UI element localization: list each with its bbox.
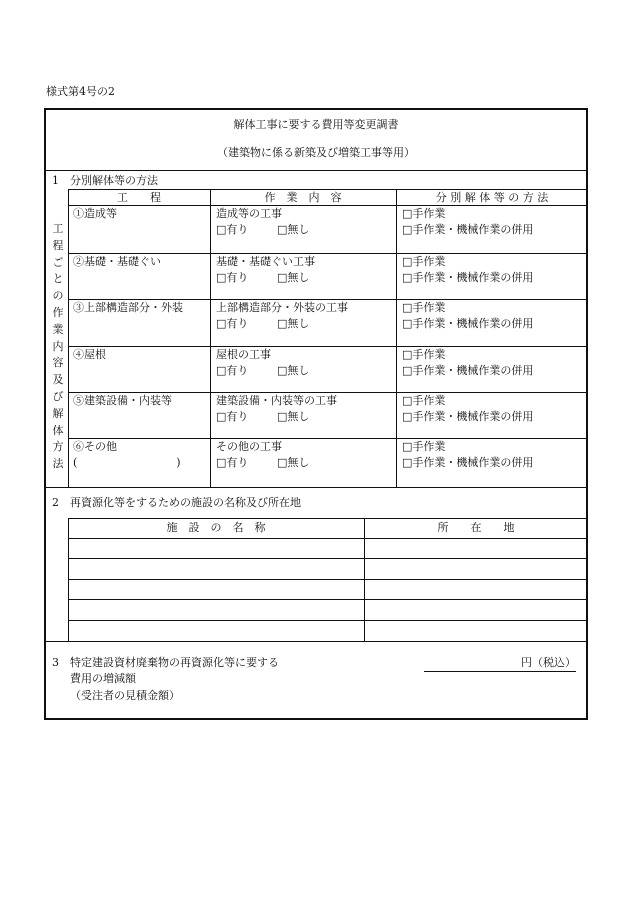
process-other-field[interactable]: ( ) <box>73 456 181 469</box>
process-label: ⑥その他 <box>73 440 117 453</box>
side-label-char: 方 <box>52 440 64 454</box>
checkbox-have[interactable]: □有り <box>216 223 249 236</box>
checkbox-none[interactable]: □無し <box>277 223 310 236</box>
col-header-method: 分 別 解 体 等 の 方 法 <box>435 191 549 204</box>
work-label: 造成等の工事 <box>216 207 282 220</box>
checkbox-manual[interactable]: □手作業 <box>402 440 446 453</box>
col-header-facility-name: 施 設 の 名 称 <box>166 521 266 534</box>
amount-underline[interactable] <box>424 671 576 672</box>
work-label: その他の工事 <box>216 440 282 453</box>
side-label-char: の <box>52 289 64 303</box>
checkbox-manual-machine[interactable]: □手作業・機械作業の併用 <box>402 364 534 377</box>
side-label-char: 作 <box>52 306 64 319</box>
side-label-char: 体 <box>52 423 64 437</box>
process-label: ①造成等 <box>73 207 117 220</box>
checkbox-manual[interactable]: □手作業 <box>402 394 446 407</box>
checkbox-manual-machine[interactable]: □手作業・機械作業の併用 <box>402 317 534 330</box>
section2-heading: 2 再資源化等をするための施設の名称及び所在地 <box>52 496 301 509</box>
side-label-char: 法 <box>52 457 64 471</box>
side-label-char: 業 <box>52 322 64 336</box>
process-label: ③上部構造部分・外装 <box>73 301 183 314</box>
form-title: 解体工事に要する費用等変更調書 <box>233 118 399 131</box>
work-label: 屋根の工事 <box>216 348 271 361</box>
section3-line2: 費用の増減額 <box>70 672 136 685</box>
side-label-char: 及 <box>52 373 64 387</box>
side-label-char: 内 <box>52 339 64 353</box>
checkbox-manual[interactable]: □手作業 <box>402 301 446 314</box>
checkbox-have[interactable]: □有り <box>216 456 249 469</box>
process-label: ④屋根 <box>73 348 106 361</box>
side-label-char: 程 <box>52 238 64 252</box>
col-header-process: 工 程 <box>117 191 161 204</box>
checkbox-none[interactable]: □無し <box>277 317 310 330</box>
form-number: 様式第4号の2 <box>46 85 115 98</box>
checkbox-none[interactable]: □無し <box>277 456 310 469</box>
checkbox-manual[interactable]: □手作業 <box>402 348 446 361</box>
process-label: ⑤建築設備・内装等 <box>73 394 172 407</box>
section3-heading: 3 特定建設資材廃棄物の再資源化等に要する <box>52 656 279 669</box>
checkbox-have[interactable]: □有り <box>216 271 249 284</box>
checkbox-have[interactable]: □有り <box>216 317 249 330</box>
amount-unit: 円（税込） <box>521 656 576 669</box>
checkbox-have[interactable]: □有り <box>216 410 249 423</box>
col-header-location: 所 在 地 <box>437 521 515 534</box>
section1-heading: 1 分別解体等の方法 <box>52 174 158 187</box>
checkbox-manual[interactable]: □手作業 <box>402 255 446 268</box>
process-label: ②基礎・基礎ぐい <box>73 255 161 268</box>
side-label-char: 工 <box>52 222 64 235</box>
checkbox-manual-machine[interactable]: □手作業・機械作業の併用 <box>402 223 534 236</box>
checkbox-none[interactable]: □無し <box>277 364 310 377</box>
side-label-char: 容 <box>52 356 64 370</box>
work-label: 上部構造部分・外装の工事 <box>216 301 348 314</box>
work-label: 建築設備・内装等の工事 <box>216 394 337 407</box>
col-header-work: 作 業 内 容 <box>264 191 342 204</box>
side-label-char: 解 <box>52 406 64 420</box>
checkbox-manual[interactable]: □手作業 <box>402 207 446 220</box>
checkbox-manual-machine[interactable]: □手作業・機械作業の併用 <box>402 410 534 423</box>
side-label-char: と <box>52 272 64 286</box>
checkbox-none[interactable]: □無し <box>277 271 310 284</box>
checkbox-have[interactable]: □有り <box>216 364 249 377</box>
checkbox-none[interactable]: □無し <box>277 410 310 423</box>
section3-line3: （受注者の見積金額） <box>70 689 180 702</box>
form-subtitle: （建築物に係る新築及び増築工事等用） <box>217 146 415 159</box>
side-label-char: び <box>52 390 64 403</box>
checkbox-manual-machine[interactable]: □手作業・機械作業の併用 <box>402 456 534 469</box>
checkbox-manual-machine[interactable]: □手作業・機械作業の併用 <box>402 271 534 284</box>
work-label: 基礎・基礎ぐい工事 <box>216 255 315 268</box>
side-label-char: ご <box>52 255 64 269</box>
